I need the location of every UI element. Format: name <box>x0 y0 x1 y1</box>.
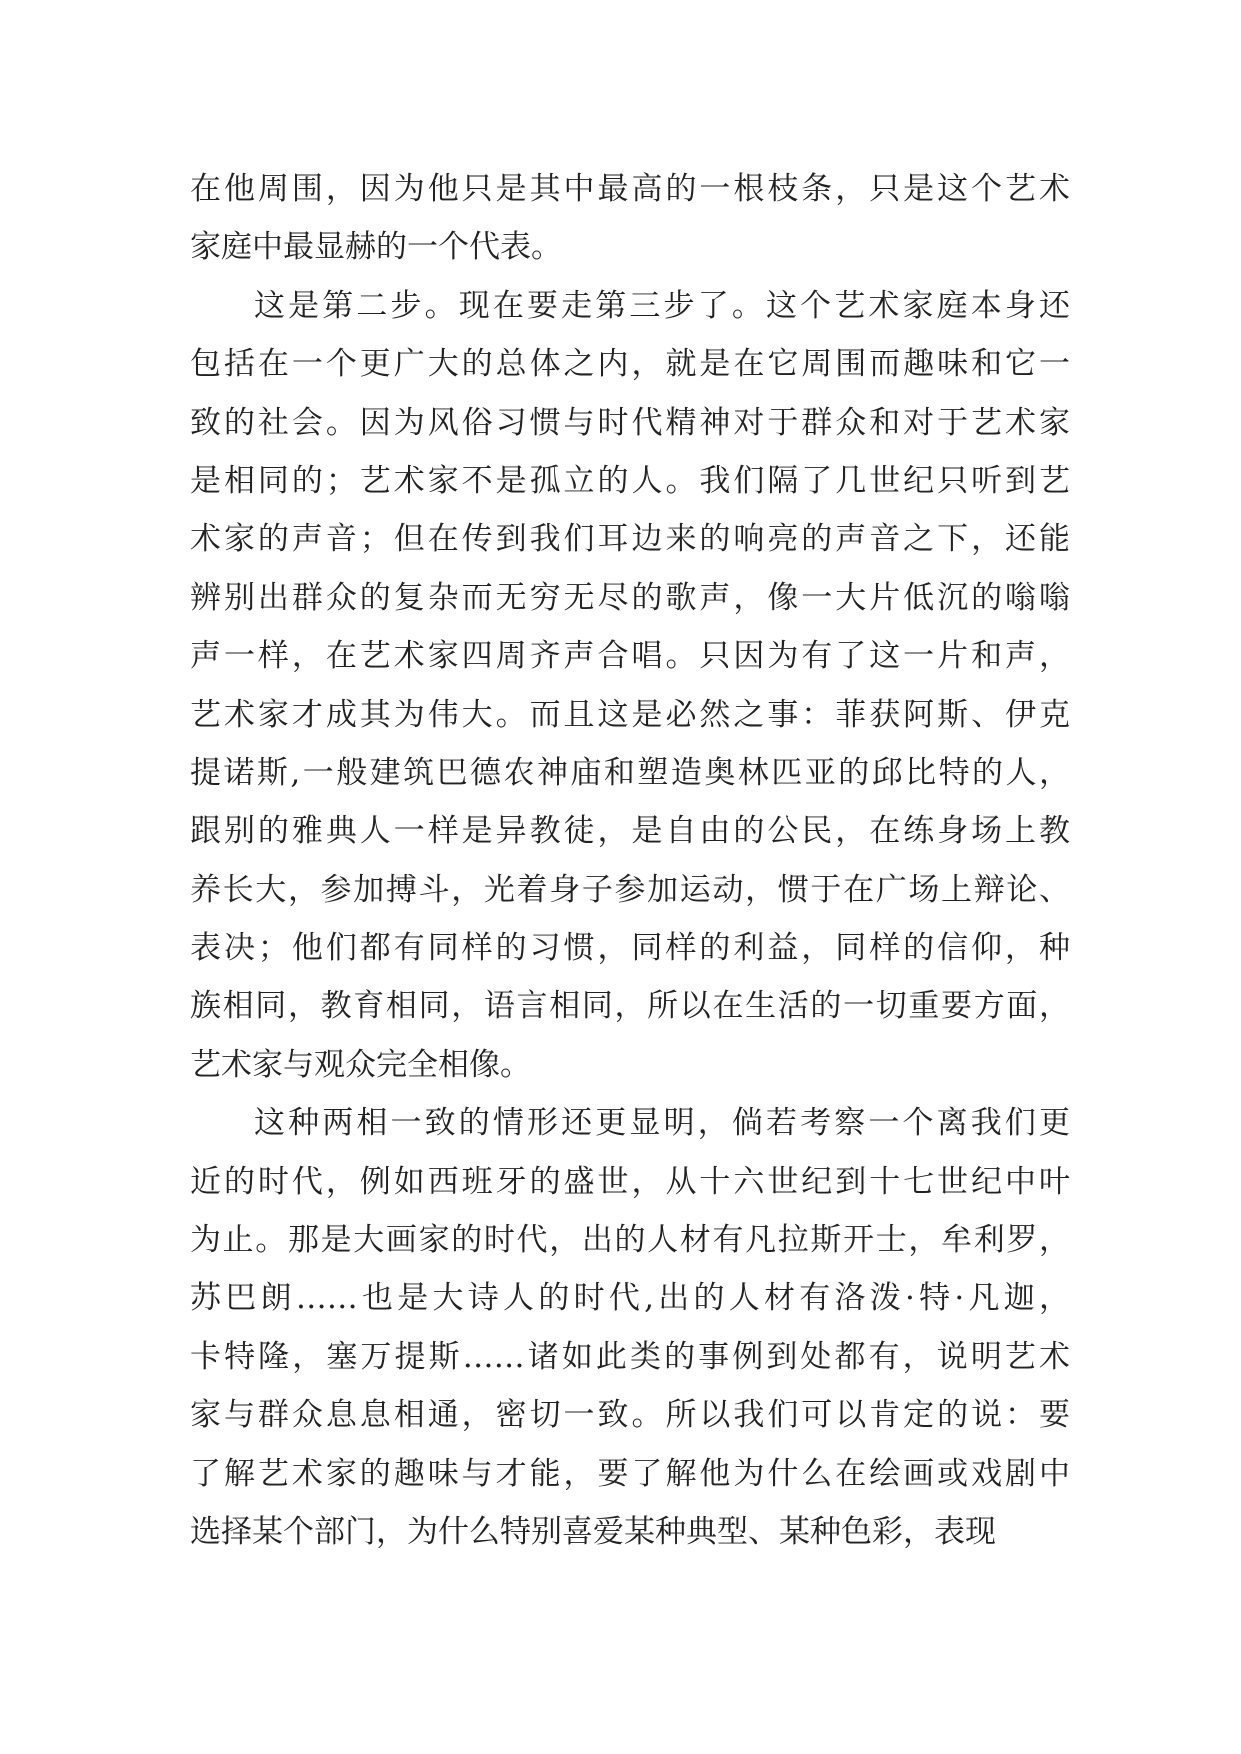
text-line: 这是第二步。现在要走第三步了。这个艺术家庭本身还 <box>254 287 1070 324</box>
text-line: 族相同，教育相同，语言相同，所以在生活的一切重要方面， <box>190 988 1070 1025</box>
text-line: 是相同的；艺术家不是孤立的人。我们隔了几世纪只听到艺 <box>190 462 1070 499</box>
text-line: 养长大，参加搏斗，光着身子参加运动，惯于在广场上辩论、 <box>190 871 1070 908</box>
text-line: 表决；他们都有同样的习惯，同样的利益，同样的信仰，种 <box>190 930 1070 967</box>
text-line: 这种两相一致的情形还更显明，倘若考察一个离我们更 <box>254 1105 1070 1142</box>
text-line: 艺术家才成其为伟大。而且这是必然之事：菲获阿斯、伊克 <box>190 696 1070 733</box>
text-line: 苏巴朗……也是大诗人的时代,出的人材有洛泼·特·凡迦， <box>190 1280 1070 1317</box>
text-line: 家与群众息息相通，密切一致。所以我们可以肯定的说：要 <box>190 1397 1070 1434</box>
text-line: 了解艺术家的趣味与才能，要了解他为什么在绘画或戏剧中 <box>190 1455 1070 1492</box>
body-text <box>190 160 1070 1561</box>
text-line: 术家的声音；但在传到我们耳边来的响亮的声音之下，还能 <box>190 521 1070 558</box>
text-line: 近的时代，例如西班牙的盛世，从十六世纪到十七世纪中叶 <box>190 1163 1070 1200</box>
text-line: 家庭中最显赫的一个代表。 <box>190 229 562 266</box>
text-line: 选择某个部门，为什么特别喜爱某种典型、某种色彩，表现 <box>190 1513 996 1550</box>
text-line: 声一样，在艺术家四周齐声合唱。只因为有了这一片和声， <box>190 638 1070 675</box>
text-line: 卡特隆，塞万提斯……诸如此类的事例到处都有，说明艺术 <box>190 1338 1070 1375</box>
text-line: 提诺斯,一般建筑巴德农神庙和塑造奥林匹亚的邱比特的人， <box>190 754 1070 791</box>
text-line: 辨别出群众的复杂而无穷无尽的歌声，像一大片低沉的嗡嗡 <box>190 579 1070 616</box>
text-line: 在他周围，因为他只是其中最高的一根枝条，只是这个艺术 <box>190 171 1070 207</box>
paragraph <box>190 277 1070 1094</box>
paragraph <box>190 1094 1070 1561</box>
text-line: 跟别的雅典人一样是异教徒，是自由的公民，在练身场上教 <box>190 813 1070 850</box>
paragraph <box>190 160 1070 277</box>
text-line: 致的社会。因为风俗习惯与时代精神对于群众和对于艺术家 <box>190 404 1070 441</box>
text-line: 艺术家与观众完全相像。 <box>190 1046 531 1083</box>
text-line: 为止。那是大画家的时代，出的人材有凡拉斯开士，牟利罗， <box>190 1222 1070 1259</box>
text-line: 包括在一个更广大的总体之内，就是在它周围而趣味和它一 <box>190 346 1070 383</box>
